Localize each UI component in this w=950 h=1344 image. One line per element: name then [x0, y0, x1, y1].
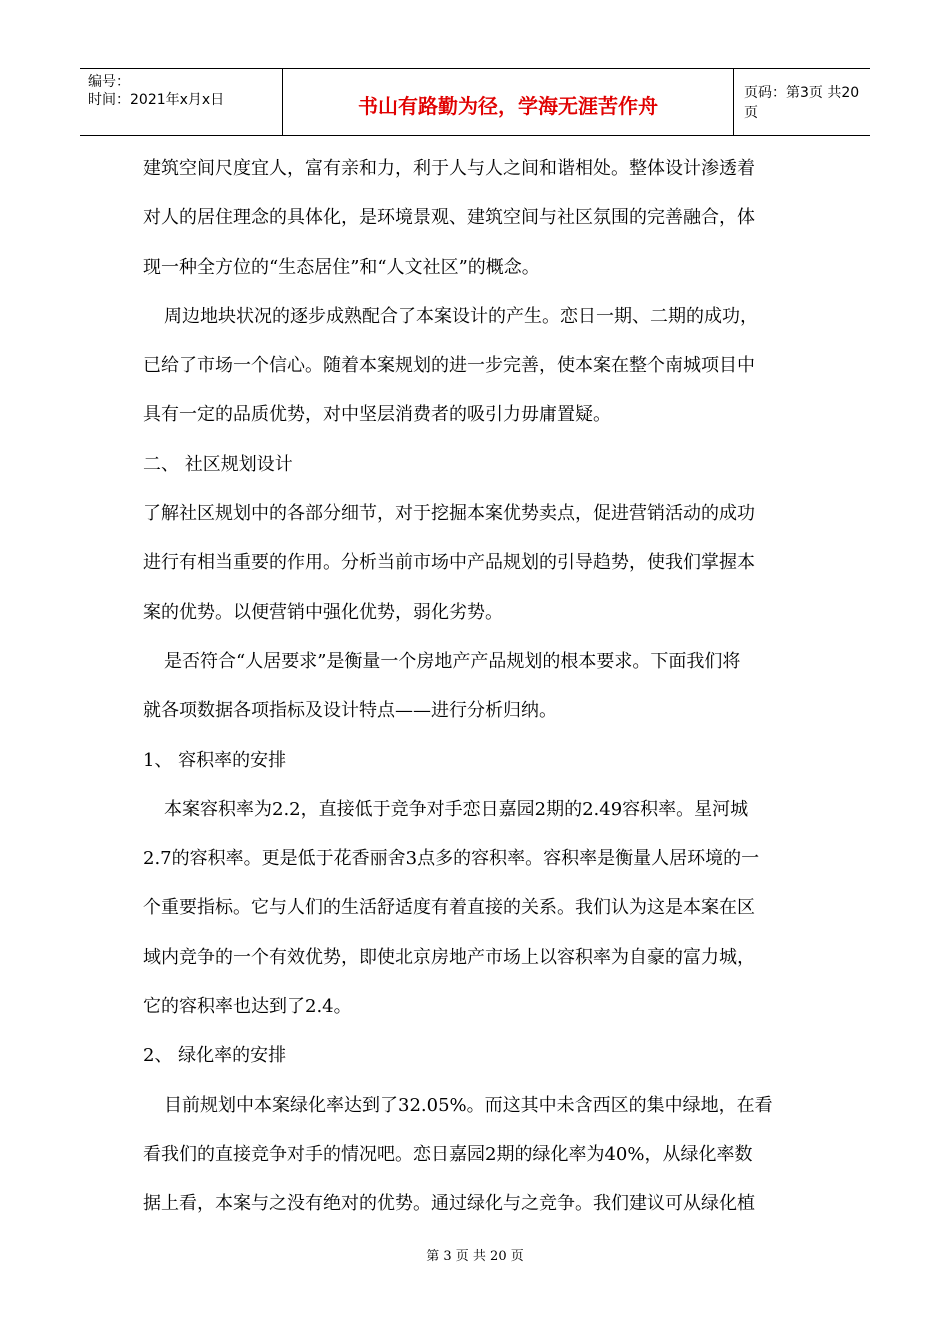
document-number-label: 编号：	[88, 74, 130, 90]
body-line: 本案容积率为2.2，直接低于竞争对手恋日嘉园2期的2.49容积率。星河城	[164, 798, 749, 820]
body-line: 已给了市场一个信心。随着本案规划的进一步完善，使本案在整个南城项目中	[143, 355, 755, 377]
body-line: 了解社区规划中的各部分细节，对于挖掘本案优势卖点，促进营销活动的成功	[143, 503, 755, 525]
document-body	[143, 144, 811, 1229]
body-line: 个重要指标。它与人们的生活舒适度有着直接的关系。我们认为这是本案在区	[143, 897, 755, 919]
body-line: 它的容积率也达到了2.4。	[143, 996, 352, 1018]
body-line: 就各项数据各项指标及设计特点——进行分析归纳。	[143, 700, 557, 722]
header-left-cell	[80, 69, 282, 135]
body-line: 现一种全方位的“生态居住”和“人文社区”的概念。	[143, 256, 540, 278]
body-line: 建筑空间尺度宜人，富有亲和力，利于人与人之间和谐相处。整体设计渗透着	[143, 158, 755, 179]
body-line: 进行有相当重要的作用。分析当前市场中产品规划的引导趋势，使我们掌握本	[143, 552, 755, 574]
body-line: 看我们的直接竞争对手的情况吧。恋日嘉园2期的绿化率为40%，从绿化率数	[143, 1143, 753, 1165]
body-line: 案的优势。以便营销中强化优势，弱化劣势。	[143, 601, 503, 623]
body-line: 是否符合“人居要求”是衡量一个房地产产品规划的根本要求。下面我们将	[164, 650, 741, 672]
header-page-info-cell	[734, 69, 870, 135]
page-footer: 第 3 页 共 20 页	[426, 1249, 524, 1264]
header-motto: 书山有路勤为径，学海无涯苦作舟	[358, 93, 658, 118]
body-line: 目前规划中本案绿化率达到了32.05%。而这其中未含西区的集中绿地，在看	[164, 1094, 773, 1116]
subsection-heading: 1、 容积率的安排	[143, 749, 287, 771]
body-line: 对人的居住理念的具体化，是环境景观、建筑空间与社区氛围的完善融合，体	[143, 207, 755, 229]
document-time-label: 时间：2021年x月x日	[88, 92, 225, 108]
body-line: 域内竞争的一个有效优势，即使北京房地产市场上以容积率为自豪的富力城，	[143, 946, 755, 968]
header-motto-cell	[282, 69, 734, 135]
body-line: 具有一定的品质优势，对中坚层消费者的吸引力毋庸置疑。	[143, 404, 611, 426]
section-heading: 二、 社区规划设计	[143, 453, 293, 475]
body-line: 据上看，本案与之没有绝对的优势。通过绿化与之竞争。我们建议可从绿化植	[143, 1193, 755, 1215]
subsection-heading: 2、 绿化率的安排	[143, 1045, 287, 1067]
header-page-info: 页码：第3页 共20页	[744, 85, 860, 121]
page-header	[80, 68, 870, 136]
body-line: 2.7的容积率。更是低于花香丽舍3点多的容积率。容积率是衡量人居环境的一	[143, 848, 760, 870]
body-line: 周边地块状况的逐步成熟配合了本案设计的产生。恋日一期、二期的成功，	[164, 305, 758, 327]
